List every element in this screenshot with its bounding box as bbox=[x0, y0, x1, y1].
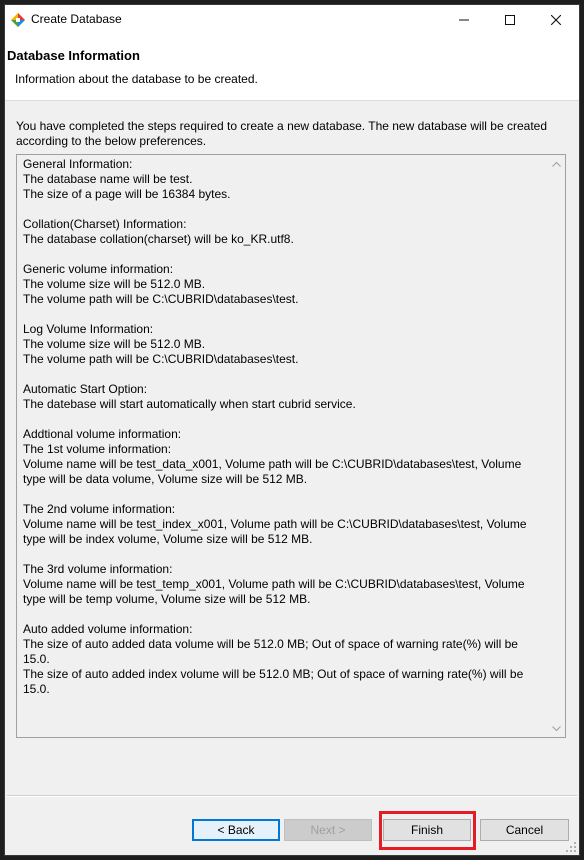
next-button-label: Next > bbox=[310, 823, 346, 837]
chevron-down-icon bbox=[552, 726, 561, 732]
create-database-window bbox=[4, 4, 580, 856]
chevron-up-icon bbox=[552, 161, 561, 167]
window-title: Create Database bbox=[31, 12, 122, 26]
vertical-scrollbar[interactable] bbox=[548, 155, 565, 737]
minimize-icon bbox=[459, 15, 469, 25]
back-button[interactable] bbox=[192, 819, 280, 841]
finish-button-label: Finish bbox=[410, 823, 443, 837]
summary-text: General Information: The database name will be test. The size of a page will be 16384 bytes. Collation(Charset) Information: The database collation(charset) will be ko_KR.utf8. Generic volume information: The volume size will be 512.0 MB. The volume path will be C:\CUBRID\databases\test. Log Volume Information: The volume size will be 512.0 MB. The volume path will be C:\CUBRID\databases\test. Automatic Start Option: The datebase will start automatically when start cubrid service. Addtional volume information: The 1st volume information: Volume name will be test_data_x001, Volume path will be C:\CUBRID\databases\test, Volume type will be data volume, Volume size will be 512 MB. The 2nd volume information: Volume name will be test_index_x001, Volume path will be C:\CUBRID\databases\test, Volume type will be index volume, Volume size will be 512 MB. The 3rd volume information: Volume name will be test_temp_x001, Volume path will be C:\CUBRID\databases\test, Volume type will be temp volume, Volume size will be 512 MB. Auto added volume information: The size of auto added data volume will be 512.0 MB; Out of space of warning rate(%) will be 15.0. The size of auto added index volume will be 512.0 MB; Out of space of warning rate(%) will be 15.0. bbox=[23, 157, 527, 696]
maximize-icon bbox=[505, 15, 515, 25]
close-button[interactable] bbox=[533, 5, 579, 34]
back-button-label: < Back bbox=[217, 823, 255, 837]
next-button[interactable] bbox=[284, 819, 372, 841]
wizard-header bbox=[5, 34, 579, 101]
summary-textbox[interactable] bbox=[16, 154, 566, 738]
title-bar[interactable] bbox=[5, 5, 579, 34]
finish-highlight-box bbox=[379, 811, 476, 850]
minimize-button[interactable] bbox=[441, 5, 487, 34]
footer-separator bbox=[7, 795, 577, 797]
scroll-down-button[interactable] bbox=[548, 720, 565, 737]
page-subtitle: Information about the database to be created. bbox=[15, 72, 258, 86]
page-title: Database Information bbox=[7, 48, 140, 63]
intro-text: You have completed the steps required to create a new database. The new database will be created according to the below preferences. bbox=[16, 119, 548, 148]
cancel-button[interactable] bbox=[480, 819, 569, 841]
resize-grip-icon[interactable] bbox=[565, 841, 577, 853]
app-icon bbox=[11, 13, 25, 27]
cancel-button-label: Cancel bbox=[505, 823, 544, 837]
scroll-up-button[interactable] bbox=[548, 155, 565, 172]
maximize-button[interactable] bbox=[487, 5, 533, 34]
close-icon bbox=[551, 15, 561, 25]
